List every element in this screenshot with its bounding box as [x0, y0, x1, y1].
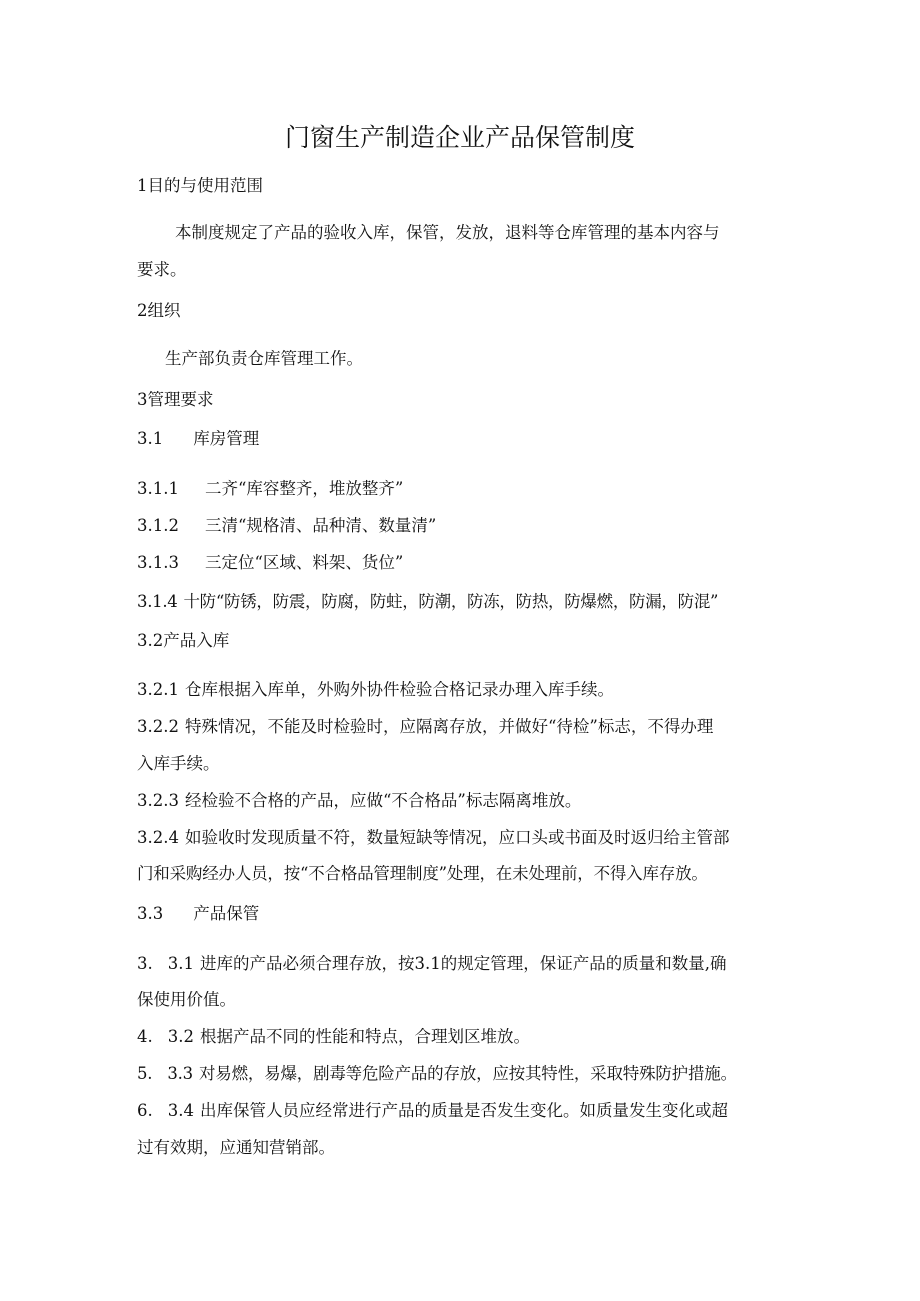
section-1-paragraph-line-2: 要求。 — [137, 260, 187, 279]
section-3-3-label: 产品保管 — [193, 904, 260, 923]
item-text: 根据产品不同的性能和特点，合理划区堆放。 — [200, 1027, 530, 1046]
item-text: 出库保管人员应经常进行产品的质量是否发生变化。如质量发生变化或超 — [200, 1101, 728, 1120]
item-prefix: 5. — [137, 1064, 153, 1083]
list-item-3-2-4 — [137, 828, 729, 848]
section-2-heading: 2组织 — [137, 301, 181, 320]
list-item-3-2-2-line-2: 入库手续。 — [137, 754, 220, 773]
section-3-2-heading: 3.2产品入库 — [137, 631, 230, 650]
item-number: 3.4 — [167, 1101, 194, 1120]
item-number: 3.2.1 — [137, 680, 179, 699]
list-item-3-3-4-line-2: 过有效期，应通知营销部。 — [137, 1138, 335, 1157]
list-item-3-2-4-line-2: 门和采购经办人员，按“不合格品管理制度”处理，在未处理前，不得入库存放。 — [137, 864, 708, 883]
item-number: 3.1.2 — [137, 516, 179, 535]
section-1-paragraph-line-1: 本制度规定了产品的验收入库，保管，发放，退料等仓库管理的基本内容与 — [175, 223, 720, 242]
item-number: 3.1.3 — [137, 553, 179, 572]
item-text: 十防“防锈，防震，防腐，防蛀，防潮，防冻，防热，防爆燃，防漏，防混” — [183, 592, 719, 611]
item-text: 对易燃，易爆，剧毒等危险产品的存放，应按其特性，采取特殊防护措施。 — [198, 1064, 737, 1083]
section-2-paragraph: 生产部负责仓库管理工作。 — [165, 349, 363, 368]
list-item-3-3-4 — [137, 1101, 728, 1121]
list-item-3-2-2 — [137, 717, 713, 737]
item-text: 如验收时发现质量不符，数量短缺等情况，应口头或书面及时返归给主管部 — [184, 828, 730, 847]
item-number: 3.2.2 — [137, 717, 179, 736]
list-item-3-1-2 — [137, 516, 436, 536]
document-title: 门窗生产制造企业产品保管制度 — [284, 123, 635, 152]
section-3-3-heading — [137, 904, 259, 924]
item-prefix: 3. — [137, 954, 153, 973]
item-text: 特殊情况，不能及时检验时，应隔离存放，并做好“待检”标志，不得办理 — [184, 717, 714, 736]
item-number: 3.3 — [167, 1064, 193, 1083]
list-item-3-2-1 — [137, 680, 614, 700]
item-text: 经检验不合格的产品，应做“不合格品”标志隔离堆放。 — [184, 791, 582, 810]
item-number: 3.2 — [167, 1027, 194, 1046]
item-text: 进库的产品必须合理存放，按3.1的规定管理，保证产品的质量和数量,确 — [200, 954, 727, 973]
list-item-3-3-2 — [137, 1027, 530, 1047]
list-item-3-1-4 — [137, 592, 718, 612]
item-text: 三定位“区域、料架、货位” — [204, 553, 404, 572]
item-number: 3.2.3 — [137, 791, 179, 810]
item-prefix: 4. — [137, 1027, 153, 1046]
item-text: 三清“规格清、品种清、数量清” — [204, 516, 437, 535]
item-text: 二齐“库容整齐，堆放整齐” — [204, 479, 404, 498]
section-3-3-number: 3.3 — [137, 904, 164, 923]
item-prefix: 6. — [137, 1101, 153, 1120]
item-text: 仓库根据入库单，外购外协件检验合格记录办理入库手续。 — [184, 680, 614, 699]
list-item-3-3-3 — [137, 1064, 737, 1084]
list-item-3-3-1-line-2: 保使用价值。 — [137, 990, 236, 1009]
item-number: 3.1.1 — [137, 479, 179, 498]
section-3-1-heading — [137, 429, 259, 449]
list-item-3-1-1 — [137, 479, 403, 499]
section-3-1-number: 3.1 — [137, 429, 164, 448]
list-item-3-3-1 — [137, 954, 727, 974]
item-number: 3.1 — [167, 954, 194, 973]
item-number: 3.1.4 — [137, 592, 178, 611]
list-item-3-1-3 — [137, 553, 403, 573]
item-number: 3.2.4 — [137, 828, 179, 847]
section-3-heading: 3管理要求 — [137, 390, 214, 409]
section-3-1-label: 库房管理 — [193, 429, 260, 448]
list-item-3-2-3 — [137, 791, 581, 811]
section-1-heading: 1目的与使用范围 — [137, 176, 263, 195]
